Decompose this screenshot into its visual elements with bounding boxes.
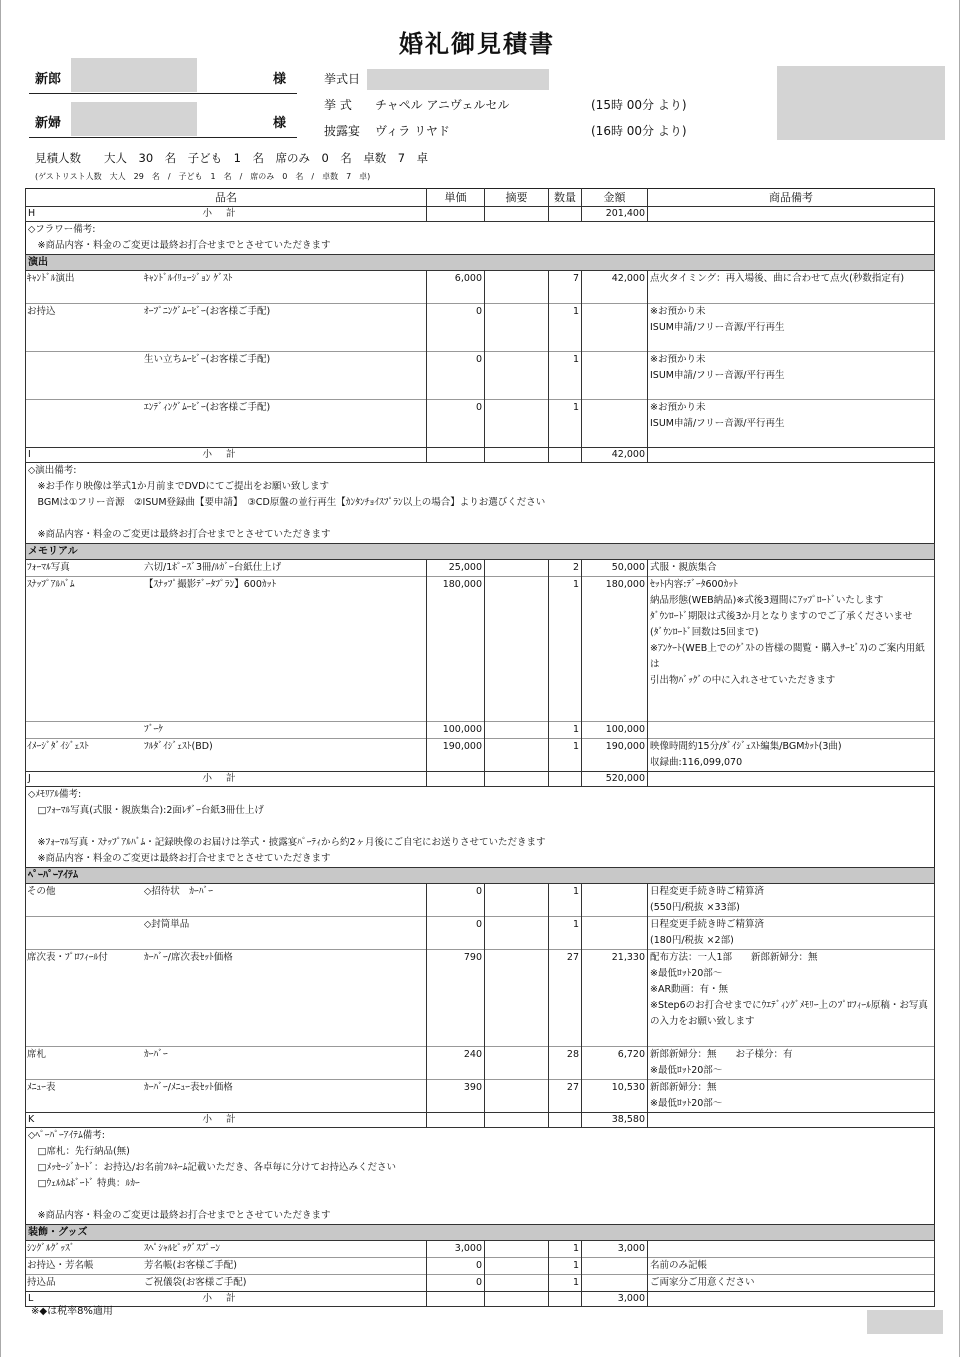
item-category: ｽﾅｯﾌﾟｱﾙﾊﾞﾑ bbox=[27, 579, 75, 590]
subtotal-amount: 38,580 bbox=[582, 1113, 648, 1128]
item-unit-price: 390 bbox=[427, 1080, 485, 1113]
item-summary bbox=[485, 1258, 549, 1275]
subtotal-amount: 201,400 bbox=[582, 207, 648, 222]
subtotal-blank bbox=[485, 207, 549, 222]
item-name-cell bbox=[26, 352, 427, 400]
item-name-cell bbox=[26, 1047, 427, 1080]
groom-honorific: 様 bbox=[273, 72, 287, 87]
subtotal-code: J bbox=[28, 773, 31, 784]
category-label: メモリアル bbox=[26, 544, 935, 560]
item-category: ｷｬﾝﾄﾞﾙ演出 bbox=[27, 273, 75, 284]
col-amount: 金額 bbox=[582, 189, 648, 207]
item-name: ◇招待状 ｶｰﾊﾞｰ bbox=[144, 886, 214, 897]
subtotal-label-cell bbox=[26, 448, 427, 463]
item-quantity: 1 bbox=[549, 1258, 582, 1275]
item-name: ｶｰﾊﾞｰ/ﾒﾆｭｰ表ｾｯﾄ価格 bbox=[144, 1082, 233, 1093]
item-name: ﾌﾙﾀﾞｲｼﾞｪｽﾄ(BD) bbox=[144, 741, 213, 752]
table-header-row bbox=[26, 189, 935, 207]
item-name: ◇封筒単品 bbox=[144, 919, 190, 930]
item-quantity: 7 bbox=[549, 271, 582, 304]
item-summary bbox=[485, 577, 549, 722]
redacted-groom-name bbox=[71, 58, 197, 92]
item-row bbox=[26, 1241, 935, 1258]
notes-row bbox=[26, 1128, 935, 1225]
item-quantity: 27 bbox=[549, 950, 582, 1047]
item-remarks: 映像時間約15分/ﾀﾞｲｼﾞｪｽﾄ編集/BGMｶｯﾄ(3曲) 収録曲:116,099,070 bbox=[648, 739, 935, 772]
item-remarks bbox=[648, 722, 935, 739]
item-amount: 190,000 bbox=[582, 739, 648, 772]
subtotal-blank bbox=[427, 1113, 485, 1128]
item-summary bbox=[485, 884, 549, 917]
item-amount: 10,530 bbox=[582, 1080, 648, 1113]
tax-footnote: ※◆は税率8%適用 bbox=[31, 1306, 113, 1317]
subtotal-blank bbox=[648, 448, 935, 463]
notes-text: ◇ﾍﾟｰﾊﾟｰｱｲﾃﾑ備考: □席札：先行納品(無) □ﾒｯｾｰｼﾞｶｰﾄﾞ：お持込/お名前ﾌﾙﾈｰﾑ記載いただき、各卓毎に分けてお持込みください □ｳｪﾙｶﾑﾎﾞｰﾄﾞ 特典：ﾙｶｰ ※商品内容・料金のご変更は最終お打合せまでとさせていただきます bbox=[28, 1130, 397, 1221]
category-label: ﾍﾟｰﾊﾟｰｱｲﾃﾑ bbox=[26, 868, 935, 884]
item-unit-price: 0 bbox=[427, 884, 485, 917]
subtotal-label-cell bbox=[26, 1113, 427, 1128]
item-remarks: 日程変更手続き時ご精算済 (550円/税抜 ×33部) bbox=[648, 884, 935, 917]
category-label: 装飾・グッズ bbox=[26, 1225, 935, 1241]
bride-label: 新婦 bbox=[35, 116, 62, 131]
item-category: ﾌｫｰﾏﾙ写真 bbox=[27, 562, 70, 573]
item-name-cell bbox=[26, 917, 427, 950]
item-amount bbox=[582, 1258, 648, 1275]
item-name-cell bbox=[26, 950, 427, 1047]
item-amount bbox=[582, 1275, 648, 1292]
item-remarks: ※お預かり未 ISUM申請/フリー音源/平行再生 bbox=[648, 400, 935, 448]
document-title: 婚礼御見積書 bbox=[399, 30, 555, 58]
col-summary: 摘要 bbox=[485, 189, 549, 207]
item-summary bbox=[485, 722, 549, 739]
item-row bbox=[26, 400, 935, 448]
subtotal-label-cell bbox=[26, 772, 427, 787]
item-quantity: 1 bbox=[549, 722, 582, 739]
item-name: 六切/1ﾎﾟｰｽﾞ3冊/ﾙｶﾞｰ台紙仕上げ bbox=[144, 562, 282, 573]
item-unit-price: 0 bbox=[427, 352, 485, 400]
item-quantity: 27 bbox=[549, 1080, 582, 1113]
subtotal-row bbox=[26, 448, 935, 463]
item-amount bbox=[582, 884, 648, 917]
item-amount: 42,000 bbox=[582, 271, 648, 304]
category-label: 演出 bbox=[26, 255, 935, 271]
item-row bbox=[26, 950, 935, 1047]
redacted-ceremony-date bbox=[367, 69, 549, 90]
subtotal-blank bbox=[427, 1292, 485, 1307]
subtotal-blank bbox=[648, 207, 935, 222]
item-summary bbox=[485, 1047, 549, 1080]
col-remarks: 商品備考 bbox=[648, 189, 935, 207]
item-amount: 50,000 bbox=[582, 560, 648, 577]
item-name-cell bbox=[26, 1258, 427, 1275]
subtotal-code: H bbox=[28, 208, 36, 219]
subtotal-blank bbox=[648, 772, 935, 787]
item-quantity: 1 bbox=[549, 304, 582, 352]
redacted-stamp-area bbox=[777, 66, 945, 140]
item-amount bbox=[582, 917, 648, 950]
item-row bbox=[26, 577, 935, 722]
item-summary bbox=[485, 1275, 549, 1292]
subtotal-amount: 42,000 bbox=[582, 448, 648, 463]
item-amount bbox=[582, 352, 648, 400]
item-quantity: 1 bbox=[549, 577, 582, 722]
item-remarks: 日程変更手続き時ご精算済 (180円/税抜 ×2部) bbox=[648, 917, 935, 950]
item-summary bbox=[485, 1241, 549, 1258]
subtotal-code: I bbox=[28, 449, 31, 460]
notes-text: ◇ﾒﾓﾘｱﾙ備考: □ﾌｫｰﾏﾙ写真(式服・親族集合):2面ﾚｻﾞｰ台紙3冊仕上げ ※ﾌｫｰﾏﾙ写真・ｽﾅｯﾌﾟｱﾙﾊﾞﾑ・記録映像のお届けは挙式・披露宴ﾊﾟｰﾃｨから約2ヶ月後にご自宅にお送りさせていただきます ※商品内容・料金のご変更は最終お打合せまでとさせていただきます bbox=[28, 789, 546, 864]
subtotal-label: 小計 bbox=[202, 773, 250, 784]
item-amount bbox=[582, 304, 648, 352]
item-category: 席札 bbox=[27, 1049, 47, 1060]
item-unit-price: 0 bbox=[427, 1275, 485, 1292]
item-category: お持込 bbox=[27, 306, 56, 317]
estimate-body bbox=[26, 207, 935, 1307]
item-name: ｶｰﾊﾞｰ bbox=[144, 1049, 168, 1060]
item-name-cell bbox=[26, 722, 427, 739]
item-unit-price: 240 bbox=[427, 1047, 485, 1080]
item-amount: 21,330 bbox=[582, 950, 648, 1047]
reception-label: 披露宴 bbox=[324, 124, 361, 138]
subtotal-blank bbox=[485, 772, 549, 787]
item-remarks: 新郎新婦分：無 お子様分：有 ※最低ﾛｯﾄ20部〜 bbox=[648, 1047, 935, 1080]
notes-row bbox=[26, 463, 935, 544]
subtotal-blank bbox=[648, 1113, 935, 1128]
item-quantity: 1 bbox=[549, 1241, 582, 1258]
category-row bbox=[26, 1225, 935, 1241]
item-category: 持込品 bbox=[27, 1277, 56, 1288]
category-row bbox=[26, 544, 935, 560]
subtotal-blank bbox=[549, 772, 582, 787]
ceremony-venue: チャペル アニヴェルセル bbox=[375, 98, 510, 112]
item-amount: 6,720 bbox=[582, 1047, 648, 1080]
item-name-cell bbox=[26, 560, 427, 577]
item-name: 【ｽﾅｯﾌﾟ撮影ﾃﾞｰﾀﾌﾟﾗﾝ】600ｶｯﾄ bbox=[144, 579, 277, 590]
subtotal-blank bbox=[485, 448, 549, 463]
redacted-bride-name bbox=[71, 102, 197, 136]
item-name: ｷｬﾝﾄﾞﾙｲﾘｭｰｼﾞｮﾝ ｹﾞｽﾄ bbox=[144, 273, 233, 284]
col-item-name: 品名 bbox=[26, 189, 427, 207]
subtotal-blank bbox=[648, 1292, 935, 1307]
item-remarks: ｾｯﾄ内容:ﾃﾞｰﾀ600ｶｯﾄ 納品形態(WEB納品)※式後3週間にｱｯﾌﾟﾛｰﾄﾞいたします ﾀﾞｳﾝﾛｰﾄﾞ期限は式後3か月となりますのでご了承くださいませ (ﾀﾞｳﾝﾛｰﾄﾞ回数は5回まで) ※ｱﾝｹｰﾄ(WEB上でのｹﾞｽﾄの皆様の閲覧・購入ｻｰﾋﾞｽ)のご案内用紙は 引出物ﾊﾞｯｸﾞの中に入れさせていただきます bbox=[648, 577, 935, 722]
subtotal-code: L bbox=[28, 1293, 34, 1304]
notes-row bbox=[26, 787, 935, 868]
col-quantity: 数量 bbox=[549, 189, 582, 207]
item-name-cell bbox=[26, 400, 427, 448]
bride-honorific: 様 bbox=[273, 116, 287, 131]
ceremony-date-label: 挙式日 bbox=[324, 72, 361, 86]
item-row bbox=[26, 1275, 935, 1292]
item-name: ﾌﾞｰｹ bbox=[144, 724, 164, 735]
item-name-cell bbox=[26, 1275, 427, 1292]
estimate-table bbox=[25, 188, 935, 1307]
item-remarks: ※お預かり未 ISUM申請/フリー音源/平行再生 bbox=[648, 352, 935, 400]
subtotal-label: 小計 bbox=[202, 208, 250, 219]
item-category: 席次表・ﾌﾟﾛﾌｨｰﾙ付 bbox=[27, 952, 108, 963]
item-category: その他 bbox=[27, 886, 56, 897]
item-quantity: 1 bbox=[549, 1275, 582, 1292]
ceremony-label: 挙 式 bbox=[324, 98, 352, 112]
subtotal-label: 小計 bbox=[202, 449, 250, 460]
reception-venue: ヴィラ リヤド bbox=[375, 124, 450, 138]
item-amount: 180,000 bbox=[582, 577, 648, 722]
item-remarks: 新郎新婦分：無 ※最低ﾛｯﾄ20部〜 bbox=[648, 1080, 935, 1113]
item-remarks: 式服・親族集合 bbox=[648, 560, 935, 577]
item-remarks bbox=[648, 1241, 935, 1258]
item-category: ﾒﾆｭｰ表 bbox=[27, 1082, 56, 1093]
item-quantity: 1 bbox=[549, 884, 582, 917]
item-name-cell bbox=[26, 271, 427, 304]
item-quantity: 1 bbox=[549, 352, 582, 400]
item-name-cell bbox=[26, 1241, 427, 1258]
item-name: ｽﾍﾟｼｬﾙﾋﾟｯｸﾞｽﾌﾟｰﾝ bbox=[144, 1243, 221, 1254]
item-name-cell bbox=[26, 1080, 427, 1113]
subtotal-blank bbox=[549, 1292, 582, 1307]
groom-label: 新郎 bbox=[35, 72, 62, 87]
notes-text: ◇演出備考: ※お手作り映像は挙式1か月前までDVDにてご提出をお願い致します BGMは①フリー音源 ②ISUM登録曲【要申請】 ③CD原盤の並行再生【ｶﾝﾀﾝﾁｮｲｽﾌﾟﾗﾝ以上の場合】よりお選びください ※商品内容・料金のご変更は最終お打合せまでとさせていただきます bbox=[28, 465, 546, 540]
item-summary bbox=[485, 271, 549, 304]
item-row bbox=[26, 352, 935, 400]
item-amount: 100,000 bbox=[582, 722, 648, 739]
item-unit-price: 190,000 bbox=[427, 739, 485, 772]
item-category: お持込・芳名帳 bbox=[27, 1260, 94, 1271]
subtotal-label: 小計 bbox=[202, 1293, 250, 1304]
item-name: ｵｰﾌﾟﾆﾝｸﾞﾑｰﾋﾞｰ(お客様ご手配) bbox=[144, 306, 271, 317]
category-row bbox=[26, 255, 935, 271]
item-remarks: 名前のみ記帳 bbox=[648, 1258, 935, 1275]
item-amount: 3,000 bbox=[582, 1241, 648, 1258]
notes-row bbox=[26, 222, 935, 255]
item-name-cell bbox=[26, 577, 427, 722]
subtotal-blank bbox=[485, 1113, 549, 1128]
subtotal-label: 小計 bbox=[202, 1114, 250, 1125]
item-row bbox=[26, 304, 935, 352]
item-row bbox=[26, 884, 935, 917]
subtotal-blank bbox=[549, 1113, 582, 1128]
item-name-cell bbox=[26, 739, 427, 772]
item-remarks: ※お預かり未 ISUM申請/フリー音源/平行再生 bbox=[648, 304, 935, 352]
item-unit-price: 0 bbox=[427, 304, 485, 352]
item-row bbox=[26, 271, 935, 304]
subtotal-blank bbox=[485, 1292, 549, 1307]
item-name: ｶｰﾊﾞｰ/席次表ｾｯﾄ価格 bbox=[144, 952, 233, 963]
col-unit-price: 単価 bbox=[427, 189, 485, 207]
item-category: ｲﾒｰｼﾞﾀﾞｲｼﾞｪｽﾄ bbox=[27, 741, 89, 752]
item-summary bbox=[485, 560, 549, 577]
item-summary bbox=[485, 400, 549, 448]
item-unit-price: 0 bbox=[427, 917, 485, 950]
item-unit-price: 100,000 bbox=[427, 722, 485, 739]
redacted-footer bbox=[867, 1310, 943, 1334]
item-unit-price: 0 bbox=[427, 1258, 485, 1275]
item-quantity: 1 bbox=[549, 917, 582, 950]
category-row bbox=[26, 868, 935, 884]
subtotal-row bbox=[26, 1113, 935, 1128]
item-name: 芳名帳(お客様ご手配) bbox=[144, 1260, 237, 1271]
item-name: ｴﾝﾃﾞｨﾝｸﾞﾑｰﾋﾞｰ(お客様ご手配) bbox=[144, 402, 271, 413]
bride-underline bbox=[29, 137, 297, 138]
subtotal-blank bbox=[427, 207, 485, 222]
subtotal-code: K bbox=[28, 1114, 35, 1125]
subtotal-amount: 520,000 bbox=[582, 772, 648, 787]
notes-text: ◇フラワー備考: ※商品内容・料金のご変更は最終お打合せまでとさせていただきます bbox=[28, 224, 331, 251]
subtotal-blank bbox=[549, 448, 582, 463]
ceremony-time: (15時 00分 より) bbox=[591, 98, 687, 112]
item-row bbox=[26, 917, 935, 950]
item-name: ご祝儀袋(お客様ご手配) bbox=[144, 1277, 247, 1288]
item-unit-price: 0 bbox=[427, 400, 485, 448]
subtotal-amount: 3,000 bbox=[582, 1292, 648, 1307]
item-summary bbox=[485, 1080, 549, 1113]
item-row bbox=[26, 1080, 935, 1113]
item-row bbox=[26, 722, 935, 739]
item-summary bbox=[485, 950, 549, 1047]
groom-underline bbox=[29, 93, 297, 94]
subtotal-blank bbox=[549, 207, 582, 222]
item-remarks: 配布方法：一人1部 新郎新婦分：無 ※最低ﾛｯﾄ20部〜 ※AR動画：有・無 ※Step6のお打合せまでにｳｴﾃﾞｨﾝｸﾞﾒﾓﾘｰ上のﾌﾟﾛﾌｨｰﾙ原稿・お写真の入力をお願い致します bbox=[648, 950, 935, 1047]
item-row bbox=[26, 739, 935, 772]
item-name: 生い立ちﾑｰﾋﾞｰ(お客様ご手配) bbox=[144, 354, 271, 365]
item-quantity: 1 bbox=[549, 400, 582, 448]
item-summary bbox=[485, 739, 549, 772]
item-name-cell bbox=[26, 304, 427, 352]
item-row bbox=[26, 1258, 935, 1275]
item-category: ｼﾝｸﾞﾙｸﾞｯｽﾞ bbox=[27, 1243, 75, 1254]
reception-time: (16時 00分 より) bbox=[591, 124, 687, 138]
subtotal-label-cell bbox=[26, 1292, 427, 1307]
subtotal-row bbox=[26, 207, 935, 222]
item-unit-price: 180,000 bbox=[427, 577, 485, 722]
item-quantity: 28 bbox=[549, 1047, 582, 1080]
item-unit-price: 3,000 bbox=[427, 1241, 485, 1258]
subtotal-row bbox=[26, 1292, 935, 1307]
item-summary bbox=[485, 917, 549, 950]
item-row bbox=[26, 1047, 935, 1080]
item-name-cell bbox=[26, 884, 427, 917]
item-unit-price: 25,000 bbox=[427, 560, 485, 577]
item-remarks: ご両家分ご用意ください bbox=[648, 1275, 935, 1292]
item-row bbox=[26, 560, 935, 577]
item-quantity: 1 bbox=[549, 739, 582, 772]
guest-count: 見積人数 大人 30 名 子ども 1 名 席のみ 0 名 卓数 7 卓 bbox=[35, 151, 429, 165]
guest-list-count: (ゲストリスト人数 大人 29 名 / 子ども 1 名 / 席のみ 0 名 / 卓数 7 卓) bbox=[35, 172, 371, 181]
item-unit-price: 790 bbox=[427, 950, 485, 1047]
item-summary bbox=[485, 352, 549, 400]
subtotal-row bbox=[26, 772, 935, 787]
item-unit-price: 6,000 bbox=[427, 271, 485, 304]
subtotal-blank bbox=[427, 772, 485, 787]
item-quantity: 2 bbox=[549, 560, 582, 577]
subtotal-label-cell bbox=[26, 207, 427, 222]
item-remarks: 点火タイミング：再入場後、曲に合わせて点火(秒数指定有) bbox=[648, 271, 935, 304]
item-summary bbox=[485, 304, 549, 352]
subtotal-blank bbox=[427, 448, 485, 463]
item-amount bbox=[582, 400, 648, 448]
